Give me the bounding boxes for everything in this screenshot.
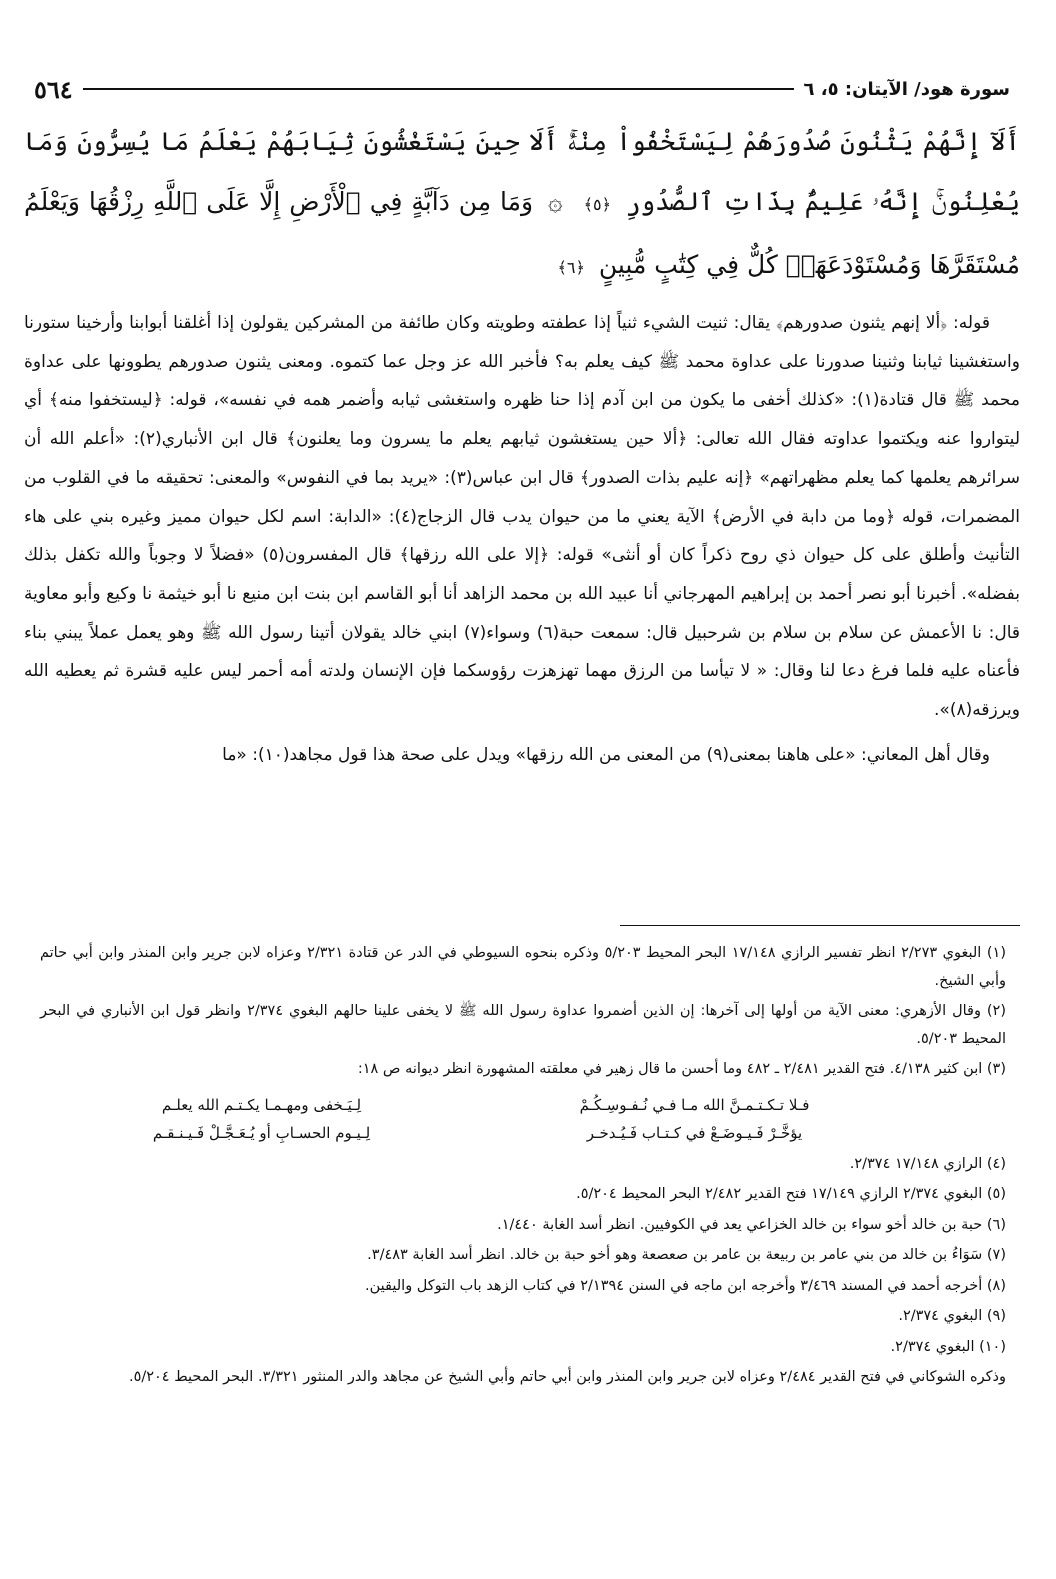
ayah-5-number: ﴿٥﴾	[583, 195, 611, 214]
footnote-3: (٣) ابن كثير ٤/١٣٨. فتح القدير ٢/٤٨١ ـ ٤٨٢ وما أحسن ما قال زهير في معلقته المشهورة انظر ديوانه ص ١٨:	[357, 1061, 1006, 1077]
footnote-4: (٤) الرازي ١٧/١٤٨ ٢/٣٧٤.	[849, 1155, 1006, 1172]
running-title: سورة هود/ الآيتان: ٥، ٦	[803, 78, 1010, 100]
quran-verses	[24, 112, 1020, 298]
footnote-6: (٦) حبة بن خالد أخو سواء بن خالد الخزاعي يعد في الكوفيين. انظر أسد الغابة ١/٤٤٠.	[497, 1216, 1006, 1233]
footnote-separator	[620, 925, 1020, 926]
commentary-text	[24, 304, 1020, 774]
ayah-5-number-value: ٥	[592, 195, 602, 214]
ayah-6-number: ﴿٦﴾	[557, 258, 585, 277]
footnote-10: (١٠) البغوي ٢/٣٧٤.	[890, 1338, 1006, 1355]
footnote-8: (٨) أخرجه أحمد في المسند ٣/٤٦٩ وأخرجه ابن ماجه في السنن ٢/١٣٩٤ في كتاب الزهد باب التوكل واليقين.	[365, 1277, 1006, 1294]
commentary-paragraph-2: وقال أهل المعاني: «على هاهنا بمعنى(٩) من المعنى من الله رزقها» ويدل على صحة هذا قول مجاهد(١٠): «ما	[222, 744, 990, 765]
poem-line-2-second-hemistich: لِـيـوم الحسـابِ أو يُـعَـجَّـلْ فَـيـنـقـم	[152, 1123, 371, 1142]
ayah-6-number-value: ٦	[566, 258, 576, 277]
footnote-10-continuation: وذكره الشوكاني في فتح القدير ٢/٤٨٤ وعزاه لابن جرير وابن المنذر وابن أبي حاتم وأبي الشيخ عن مجاهد والدر المنثور ٣/٣٢١. البحر المحيط ٥/٢٠٤.	[128, 1369, 1006, 1385]
ayah-5-text: أَلَآ إِنَّهُمْ يَثْنُونَ صُدُورَهُمْ لِيَسْتَخْفُواْ مِنْهُۚ أَلَا حِينَ يَسْتَغْشُونَ ثِيَابَهُمْ يَعْلَمُ مَا يُسِرُّونَ وَمَا يُعْلِنُونَۚ إِنَّهُۥ عَلِيمٌۢ بِذَاتِ ٱلصُّدُورِ	[24, 127, 1021, 216]
page-number: ٥٦٤	[34, 74, 73, 104]
page-header	[22, 72, 1018, 106]
footnotes	[40, 940, 1006, 1395]
footnote-5: (٥) البغوي ٢/٣٧٤ الرازي ١٧/١٤٩ فتح القدير ٢/٤٨٢ البحر المحيط ٥/٢٠٤.	[576, 1186, 1006, 1202]
poem-line-1-second-hemistich: لِـيَـخفى ومهـمـا يكـتـم الله يعلـم	[161, 1095, 362, 1114]
footnote-1: (١) البغوي ٢/٢٧٣ انظر تفسير الرازي ١٧/١٤٨ البحر المحيط ٥/٢٠٣ وذكره بنحوه السيوطي في الدر عن قتادة ٢/٣٢١ وعزاه لابن جرير وابن المنذر وابن أبي حاتم وأبي الشيخ.	[40, 945, 1006, 989]
poem-verses	[40, 1087, 1006, 1151]
poem-line-1-first-hemistich: فـلا تـكـتـمـنَّ الله مـا فـي نُـفـوسِـكُـمْ	[579, 1095, 810, 1114]
footnote-9: (٩) البغوي ٢/٣٧٤.	[898, 1308, 1006, 1324]
footnote-2: (٢) وقال الأزهري: معنى الآية من أولها إلى آخرها: إن الذين أضمروا عداوة رسول الله ﷺ لا يخفى علينا حالهم البغوي ٢/٣٧٤ وانظر قول ابن الأنباري في البحر المحيط ٥/٢٠٣.	[40, 1003, 1007, 1047]
poem-line-2-first-hemistich: يؤخَّـرْ فَـيـوضَـعْ في كـتـاب فَـيُـدخـر	[586, 1123, 803, 1142]
commentary-paragraph-1: قوله: ﴿ألا إنهم يثنون صدورهم﴾ يقال: ثنيت الشيء ثنياً إذا عطفته وطويته وكان طائفة من المشركين يقولون إذا أغلقنا أبوابنا وأرخينا ستورنا واستغشينا ثيابنا وثنينا صدورنا على عداوة محمد ﷺ كيف يعلم به؟ فأخبر الله عز وجل عما كتموه. ومعنى يثنون صدورهم يطوونها على عداوة محمد ﷺ قال قتادة(١): «كذلك أخفى ما يكون من ابن آدم إذا حنا ظهره واستغشى ثيابه وأضمر همه في نفسه»، قوله: ﴿ليستخفوا منه﴾ أي ليتواروا عنه ويكتموا عداوته فقال الله تعالى: ﴿ألا حين يستغشون ثيابهم يعلم ما يسرون وما يعلنون﴾ قال ابن الأنباري(٢): «أعلم الله أن سرائرهم يعلمها كما يعلم مظهراتهم» ﴿إنه عليم بذات الصدور﴾ قال ابن عباس(٣): «يريد بما في النفوس» والمعنى: تحقيقه ما في القلوب من المضمرات، قوله ﴿وما من دابة في الأرض﴾ الآية يعني ما من حيوان يدب قال الزجاج(٤): «الدابة: اسم لكل حيوان مميز وغيره بني على هاء التأنيث وأطلق على كل حيوان ذي روح ذكراً كان أو أنثى» قوله: ﴿إلا على الله رزقها﴾ قال المفسرون(٥) «فضلاً لا وجوباً والله تكفل بذلك بفضله». أخبرنا أبو نصر أحمد بن إبراهيم المهرجاني أنا عبيد الله بن محمد الزاهد أنا أبو القاسم ابن بنت ابن منيع نا أبو خيثمة نا وكيع وأبو معاوية قال: نا الأعمش عن سلام بن سلام بن شرحبيل قال: سمعت حبة(٦) وسواء(٧) ابني خالد يقولان أتينا رسول الله ﷺ وهو يعمل عملاً يبني بناء فأعناه عليه فلما فرغ دعا لنا وقال: « لا تيأسا من الرزق مهما تهزهزت رؤوسكما فإن الإنسان ولدته أمه أحمر ليس عليه قشرة ثم يعطيه الله ويرزقه(٨)».	[24, 313, 1020, 721]
header-rule	[83, 88, 794, 90]
footnote-7: (٧) سَوَاءُ بن خالد من بني عامر بن ربيعة بن عامر بن صعصعة وهو أخو حبة بن خالد. انظر أسد الغابة ٣/٤٨٣.	[367, 1247, 1006, 1263]
ayah-6-text: وَمَا مِن دَآبَّةٍ فِي ٱلْأَرْضِ إِلَّا عَلَى ٱللَّهِ رِزْقُهَا وَيَعْلَمُ مُسْتَقَرَّهَا وَمُسْتَوْدَعَهَاۚ كُلٌّ فِي كِتَٰبٍ مُّبِينٍ	[24, 187, 1020, 279]
rub-el-hizb-icon: ۞	[548, 187, 563, 216]
